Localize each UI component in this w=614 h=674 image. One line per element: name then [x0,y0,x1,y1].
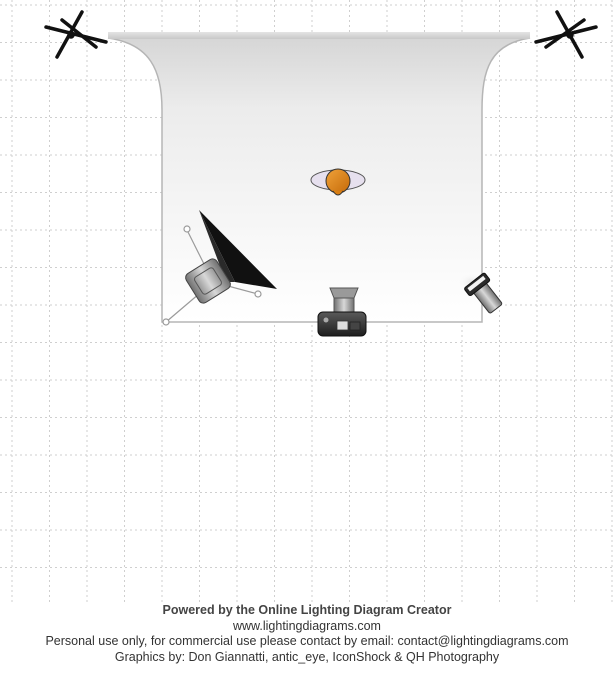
license-text: Personal use only, for commercial use please contact by email: contact@lightingdiagrams.com [45,634,569,648]
powered-by-text: Powered by the Online Lighting Diagram Creator [162,603,452,617]
website-link[interactable]: www.lightingdiagrams.com [233,618,381,633]
backdrop-stand-left[interactable] [46,12,106,57]
backdrop-stand-right[interactable] [536,12,596,57]
credits-text: Graphics by: Don Giannatti, antic_eye, IconShock & QH Photography [114,649,500,664]
diagram-footer [0,603,614,665]
